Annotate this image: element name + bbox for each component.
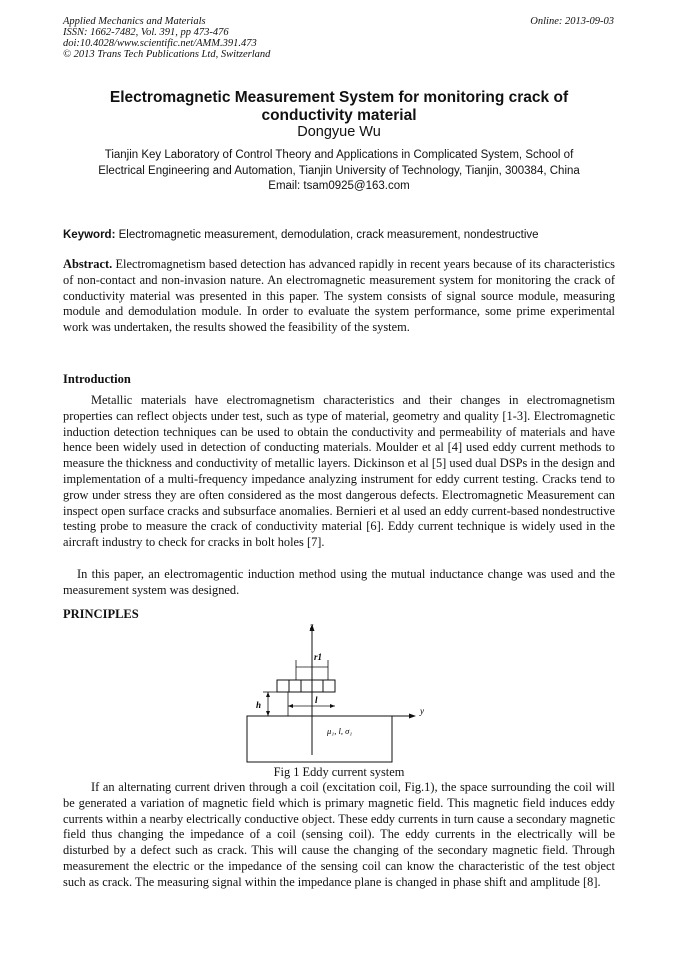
coil-winding-5 bbox=[323, 680, 335, 692]
coil-winding-1 bbox=[277, 680, 289, 692]
coil-winding-3 bbox=[301, 680, 312, 692]
author-name: Dongyue Wu bbox=[297, 124, 381, 140]
introduction-heading: Introduction bbox=[63, 372, 131, 386]
keywords-label: Keyword: bbox=[63, 229, 116, 241]
eddy-current-diagram bbox=[230, 620, 440, 765]
conductive-test-object bbox=[247, 716, 392, 762]
introduction-paragraph-2: In this paper, an electromagentic induction method using the mutual inductance change was used and the measurement system was designed. bbox=[63, 567, 615, 597]
figure-caption: Fig 1 Eddy current system bbox=[273, 765, 405, 779]
l-label: l bbox=[315, 695, 318, 705]
h-arrow-bottom bbox=[266, 711, 270, 716]
l-arrow-left bbox=[288, 704, 293, 708]
online-date: Online: 2013-09-03 bbox=[530, 16, 614, 27]
journal-header bbox=[63, 16, 270, 60]
eddy-current-figure bbox=[230, 620, 440, 765]
author-email[interactable]: Email: tsam0925@163.com bbox=[268, 180, 410, 192]
y-axis-label: y bbox=[420, 706, 424, 716]
keywords-text: Electromagnetic measurement, demodulation, crack measurement, nondestructive bbox=[115, 229, 539, 241]
z-axis-label: z bbox=[310, 621, 314, 631]
r1-label: r1 bbox=[314, 652, 323, 662]
coil-winding-4 bbox=[312, 680, 323, 692]
abstract-text: Electromagnetism based detection has advanced rapidly in recent years because of its characteristics of non-contact and non-invasion nature. An electromagnetic measurement system for monitoring the crack of conductivity material was presented in this paper. The system consists of signal source module, measuring module and demodulation module. In order to evaluate the system performance, some prime experimental work was undertaken, the results showed the feasibility of the system. bbox=[63, 257, 615, 335]
l-arrow-right bbox=[330, 704, 335, 708]
journal-name: Applied Mechanics and Materials bbox=[63, 16, 206, 27]
h-arrow-top bbox=[266, 692, 270, 697]
affiliation-line-1: Tianjin Key Laboratory of Control Theory and Applications in Complicated System, School of bbox=[104, 149, 574, 161]
title-line-2: conductivity material bbox=[261, 107, 417, 124]
copyright-line: © 2013 Trans Tech Publications Ltd, Switzerland bbox=[63, 49, 271, 60]
coil-winding-2 bbox=[289, 680, 301, 692]
y-axis-arrow bbox=[409, 714, 416, 719]
title-line-1: Electromagnetic Measurement System for monitoring crack of bbox=[109, 89, 569, 106]
h-label: h bbox=[256, 700, 262, 710]
abstract-label: Abstract. bbox=[63, 257, 113, 271]
abstract bbox=[63, 257, 615, 336]
keywords bbox=[63, 228, 615, 243]
introduction-paragraph-1: Metallic materials have electromagnetism characteristics and their changes in electromagnetism properties can reflect objects under test, such as type of material, geometry and quality [1-3]. Electromagnetic induction detection techniques can be used to obtain the conductivity and permeability of materials and have hence been widely used in detection of conducting materials. Moulder et al [4] used eddy current methods to measure the thickness and conductivity of metallic layers. Dickinson et al [5] used dual DSPs in the design and implementation of a multi-frequency impedance analyzing instrument for eddy current testing. Cracks tend to grow under stress they are often considered as the most dangerous defects. Electromagnetic Measurement can inspect open surface cracks and subsurface anomalies. Bernieri et al used an eddy current-based nondestructive testing probe to measure the crack of conductivity material [6]. Eddy current technique is widely used in the aircraft industry to check for cracks in bolt holes [7]. bbox=[63, 393, 615, 550]
affiliation-line-2: Electrical Engineering and Automation, Tianjin University of Technology, Tianjin, 300384, China bbox=[98, 164, 580, 177]
material-properties-label: μ₁, l, σ₁ bbox=[327, 726, 353, 736]
paper-title bbox=[63, 89, 615, 125]
issn-line: ISSN: 1662-7482, Vol. 391, pp 473-476 bbox=[63, 27, 229, 38]
doi-line[interactable]: doi:10.4028/www.scientific.net/AMM.391.473 bbox=[63, 38, 257, 49]
principles-paragraph: If an alternating current driven through a coil (excitation coil, Fig.1), the space surrounding the coil will be generated a variation of magnetic field which is primary magnetic field. This magnetic field induces eddy currents within a nearby electrically conductive object. These eddy currents in turn cause a secondary magnetic field thus changing the impedance of a coil (sensing coil). The eddy currents in the electrically will be disturbed by a defect such as crack. This will cause the changing of the secondary magnetic field. Through measurement the electric or the impedance of the sensing coil can know the characteristic of the test object such as crack. The measuring signal within the impedance plane is changed in phase shift and amplitude [8]. bbox=[63, 780, 615, 889]
affiliation bbox=[63, 148, 615, 195]
principles-heading: PRINCIPLES bbox=[63, 607, 139, 621]
